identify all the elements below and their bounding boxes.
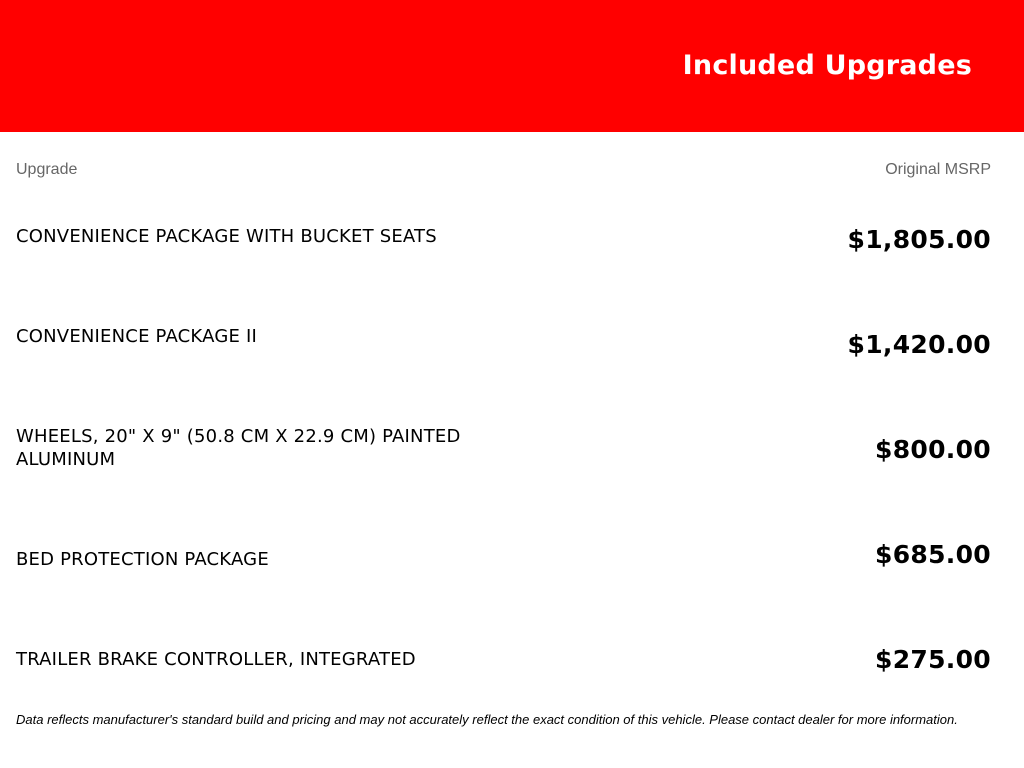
upgrade-name: CONVENIENCE PACKAGE WITH BUCKET SEATS [16, 226, 437, 247]
upgrade-price: $1,805.00 [847, 225, 991, 254]
upgrade-row [16, 425, 991, 505]
column-header-msrp: Original MSRP [885, 161, 991, 178]
upgrade-price: $800.00 [875, 435, 991, 464]
upgrade-row [16, 325, 991, 405]
upgrade-row [16, 540, 991, 620]
upgrade-price: $685.00 [875, 540, 991, 569]
page-title: Included Upgrades [682, 50, 972, 81]
upgrade-price: $1,420.00 [847, 330, 991, 359]
upgrade-price: $275.00 [875, 645, 991, 674]
upgrade-name: BED PROTECTION PACKAGE [16, 549, 269, 570]
upgrade-row [16, 225, 991, 305]
upgrade-name: WHEELS, 20" X 9" (50.8 CM X 22.9 CM) PAINTED ALUMINUM [16, 426, 461, 470]
column-header-upgrade: Upgrade [16, 161, 78, 178]
upgrade-name: TRAILER BRAKE CONTROLLER, INTEGRATED [16, 649, 416, 670]
disclaimer-text: Data reflects manufacturer's standard build and pricing and may not accurately reflect the exact condition of this vehicle. Please contact dealer for more information. [16, 712, 958, 727]
upgrade-name: CONVENIENCE PACKAGE II [16, 326, 257, 347]
header-banner [0, 0, 1024, 132]
